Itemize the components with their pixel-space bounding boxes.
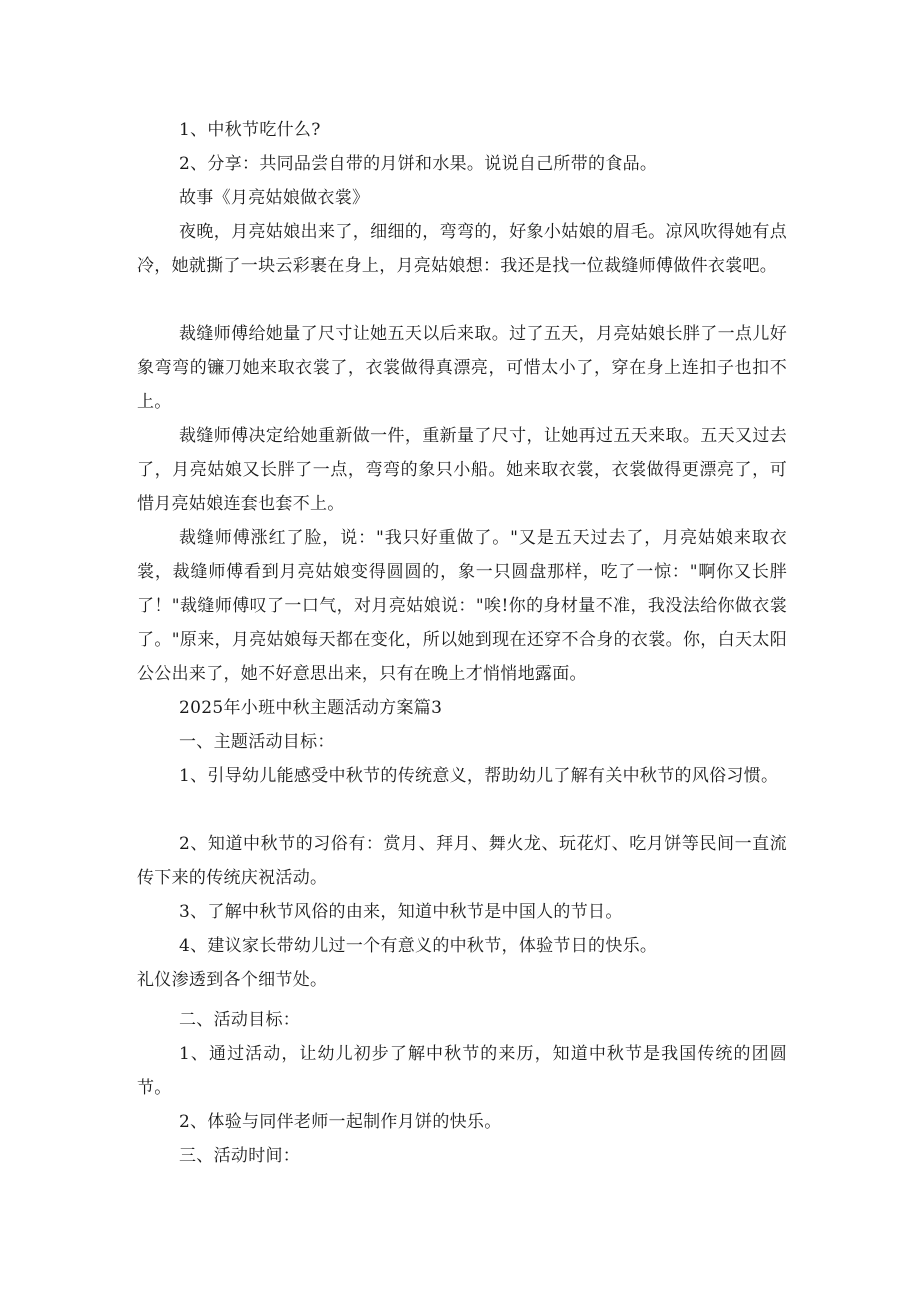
- heading-theme-goals: 一、主题活动目标：: [179, 732, 335, 752]
- story-paragraph-4: 裁缝师傅涨红了脸，说："我只好重做了。"又是五天过去了，月亮姑娘来取衣裳，裁缝师傅看到月亮姑娘变得圆圆的，象一只圆盘那样，吃了一惊："啊你又长胖了！"裁缝师傅叹了一口气，对月亮姑娘说："唉!你的身材量不准，我没法给你做衣裳了。"原来，月亮姑娘每天都在变化，所以她到现在还穿不合身的衣裳。你，白天太阳公公出来了，她不好意思出来，只有在晚上才悄悄地露面。: [137, 528, 787, 684]
- story-title: 故事《月亮姑娘做衣裳》: [179, 188, 370, 208]
- theme-goal-4: 4、建议家长带幼儿过一个有意义的中秋节，体验节日的快乐。: [179, 936, 658, 956]
- activity-goal-1: 1、通过活动，让幼儿初步了解中秋节的来历，知道中秋节是我国传统的团圆节。: [137, 1044, 787, 1098]
- theme-goal-2: 2、知道中秋节的习俗有：赏月、拜月、舞火龙、玩花灯、吃月饼等民间一直流传下来的传统庆祝活动。: [137, 834, 787, 888]
- heading-activity-goals: 二、活动目标：: [179, 1010, 301, 1030]
- activity-goal-2: 2、体验与同伴老师一起制作月饼的快乐。: [179, 1112, 502, 1132]
- story-paragraph-2: 裁缝师傅给她量了尺寸让她五天以后来取。过了五天，月亮姑娘长胖了一点儿好象弯弯的镰刀她来取衣裳了，衣裳做得真漂亮，可惜太小了，穿在身上连扣子也扣不上。: [137, 324, 787, 412]
- etiquette-note: 礼仪渗透到各个细节处。: [137, 970, 328, 990]
- section-heading-plan-3: 2025年小班中秋主题活动方案篇3: [179, 698, 443, 718]
- story-paragraph-3: 裁缝师傅决定给她重新做一件，重新量了尺寸，让她再过五天来取。五天又过去了，月亮姑娘又长胖了一点，弯弯的象只小船。她来取衣裳，衣裳做得更漂亮了，可惜月亮姑娘连套也套不上。: [137, 426, 787, 514]
- story-paragraph-1: 夜晚，月亮姑娘出来了，细细的，弯弯的，好象小姑娘的眉毛。凉风吹得她有点冷，她就撕了一块云彩裹在身上，月亮姑娘想：我还是找一位裁缝师傅做件衣裳吧。: [137, 222, 787, 276]
- theme-goal-1: 1、引导幼儿能感受中秋节的传统意义，帮助幼儿了解有关中秋节的风俗习惯。: [179, 766, 779, 786]
- heading-activity-time: 三、活动时间：: [179, 1146, 301, 1166]
- theme-goal-3: 3、了解中秋节风俗的由来，知道中秋节是中国人的节日。: [179, 902, 623, 922]
- item-what-to-eat: 1、中秋节吃什么?: [179, 120, 321, 140]
- item-share-food: 2、分享：共同品尝自带的月饼和水果。说说自己所带的食品。: [179, 154, 658, 174]
